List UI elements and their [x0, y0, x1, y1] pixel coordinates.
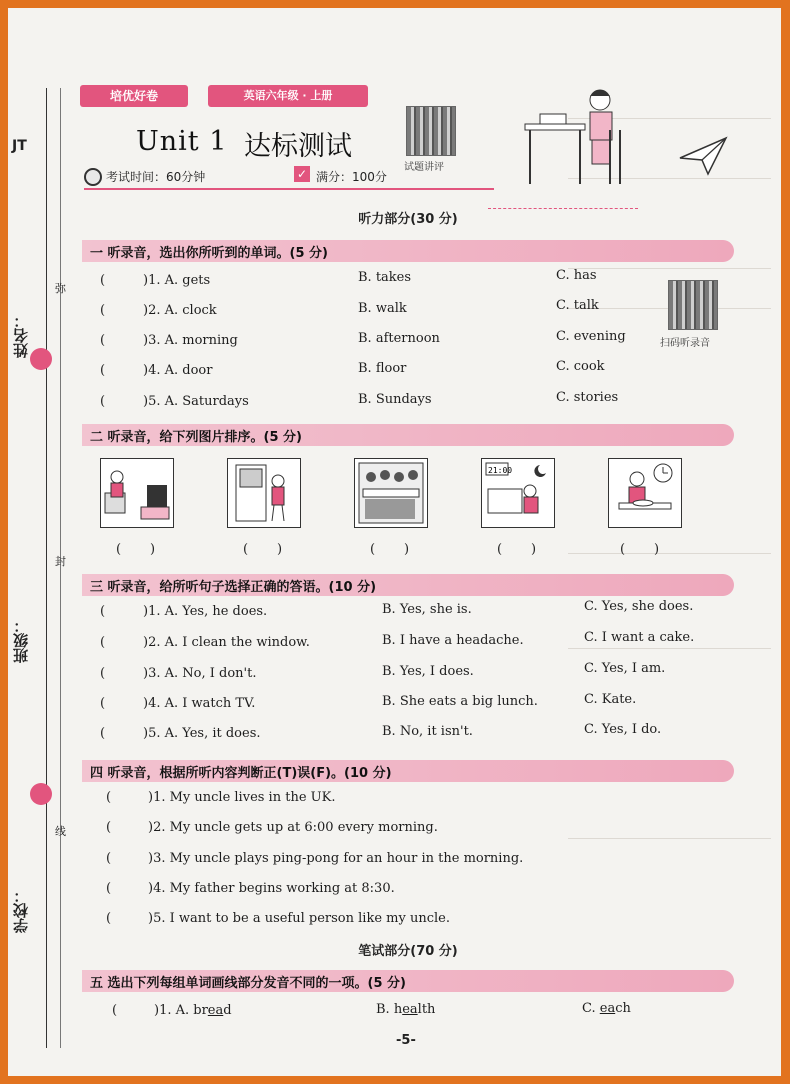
q3-2-c: C. I want a cake.: [584, 630, 695, 645]
section3-bar: [82, 574, 734, 596]
q3-5-a: )5. A. Yes, it does.: [143, 726, 261, 741]
q1-1-c: C. has: [556, 268, 597, 283]
answer-blank[interactable]: (: [100, 726, 106, 741]
q1-3-c: C. evening: [556, 329, 626, 344]
answer-blank[interactable]: (: [100, 696, 106, 711]
qr-review-label: 试题讲评: [404, 162, 444, 173]
q1-3-b: B. afternoon: [358, 331, 440, 346]
svg-text:21:00: 21:00: [488, 466, 513, 475]
q3-3-a: )3. A. No, I don't.: [143, 666, 257, 681]
q1-1-b: B. takes: [358, 270, 412, 285]
worksheet-page: [8, 8, 781, 1076]
answer-blank[interactable]: (: [100, 604, 106, 619]
kid-reading-illustration: [520, 84, 630, 194]
q1-3-a: )3. A. morning: [143, 333, 238, 348]
q5-1-b: B. health: [376, 1002, 436, 1017]
seal-mark-feng: 封: [55, 555, 66, 568]
q3-2-b: B. I have a headache.: [382, 633, 524, 648]
dotted-decoration: [488, 208, 638, 209]
q3-1-b: B. Yes, she is.: [382, 602, 472, 617]
grade-tag: 英语六年级 · 上册: [208, 85, 368, 107]
picture-boy-cleaning-window: [227, 458, 301, 528]
answer-blank[interactable]: (: [100, 333, 106, 348]
class-label: 班级：: [12, 618, 30, 663]
listening-part-title: 听力部分(30 分): [358, 212, 458, 227]
full-score: 满分：100分: [316, 170, 387, 184]
exam-time: 考试时间：60分钟: [106, 170, 206, 184]
clock-icon: [84, 168, 102, 186]
sidebar-jt: JT: [12, 138, 27, 154]
q1-5-c: C. stories: [556, 390, 619, 405]
q4-2: )2. My uncle gets up at 6:00 every morning.: [148, 820, 438, 835]
writing-part-title: 笔试部分(70 分): [358, 944, 458, 959]
q4-3: )3. My uncle plays ping-pong for an hour in the morning.: [148, 851, 524, 866]
answer-blank[interactable]: ( ): [497, 542, 537, 557]
section4-bar: [82, 760, 734, 782]
answer-blank[interactable]: (: [112, 1003, 118, 1018]
section3-title: 三 听录音，给所听句子选择正确的答语。(10 分): [90, 580, 377, 595]
page-number: -5-: [396, 1033, 416, 1048]
answer-blank[interactable]: ( ): [243, 542, 283, 557]
q4-1: )1. My uncle lives in the UK.: [148, 790, 336, 805]
answer-blank[interactable]: (: [100, 666, 106, 681]
q1-2-c: C. talk: [556, 298, 599, 313]
q3-5-c: C. Yes, I do.: [584, 722, 662, 737]
seal-mark-xian: 线: [55, 825, 66, 838]
answer-blank[interactable]: ( ): [116, 542, 156, 557]
series-tag: 培优好卷: [80, 85, 188, 107]
section1-bar: [82, 240, 734, 262]
q1-2-a: )2. A. clock: [143, 303, 217, 318]
q1-5-a: )5. A. Saturdays: [143, 394, 249, 409]
exam-info-underline: [84, 188, 494, 190]
picture-boys-eating-together: [354, 458, 428, 528]
qr-audio-label: 扫码听录音: [660, 338, 710, 349]
q4-4: )4. My father begins working at 8:30.: [148, 881, 395, 896]
answer-blank[interactable]: (: [100, 394, 106, 409]
q3-1-c: C. Yes, she does.: [584, 599, 694, 614]
seal-mark-mi: 弥: [55, 282, 66, 295]
qr-code-audio[interactable]: [668, 280, 718, 330]
q1-2-b: B. walk: [358, 301, 407, 316]
answer-blank[interactable]: (: [100, 635, 106, 650]
q5-1-c: C. each: [582, 1001, 631, 1016]
q1-5-b: B. Sundays: [358, 392, 432, 407]
check-icon: ✓: [294, 166, 310, 182]
q3-4-a: )4. A. I watch TV.: [143, 696, 256, 711]
q4-5: )5. I want to be a useful person like my uncle.: [148, 911, 450, 926]
q3-3-c: C. Yes, I am.: [584, 661, 666, 676]
picture-boy-eating-at-clock: [608, 458, 682, 528]
q1-1-a: )1. A. gets: [143, 273, 211, 288]
answer-blank[interactable]: (: [106, 881, 112, 896]
qr-code-review[interactable]: [406, 106, 456, 156]
section4-title: 四 听录音，根据所听内容判断正(T)误(F)。(10 分): [90, 766, 392, 781]
q1-4-c: C. cook: [556, 359, 605, 374]
answer-blank[interactable]: ( ): [620, 542, 660, 557]
section2-title: 二 听录音，给下列图片排序。(5 分): [90, 430, 302, 445]
section2-bar: [82, 424, 734, 446]
answer-blank[interactable]: (: [100, 363, 106, 378]
q3-1-a: )1. A. Yes, he does.: [143, 604, 268, 619]
q3-4-c: C. Kate.: [584, 692, 637, 707]
answer-blank[interactable]: (: [106, 820, 112, 835]
q5-1-a: )1. A. bread: [154, 1003, 232, 1018]
q1-4-a: )4. A. door: [143, 363, 213, 378]
q3-2-a: )2. A. I clean the window.: [143, 635, 310, 650]
answer-blank[interactable]: (: [106, 790, 112, 805]
q3-4-b: B. She eats a big lunch.: [382, 694, 538, 709]
sidebar-dot: [30, 348, 52, 370]
paper-plane-icon: [678, 136, 728, 176]
sidebar-dot: [30, 783, 52, 805]
section5-title: 五 选出下列每组单词画线部分发音不同的一项。(5 分): [90, 976, 406, 991]
section5-bar: [82, 970, 734, 992]
section1-title: 一 听录音，选出你所听到的单词。(5 分): [90, 246, 328, 261]
answer-blank[interactable]: (: [100, 303, 106, 318]
answer-blank[interactable]: (: [100, 273, 106, 288]
answer-blank[interactable]: ( ): [370, 542, 410, 557]
school-label: 学校：: [12, 888, 30, 933]
name-label: 姓名：: [12, 313, 30, 358]
q3-3-b: B. Yes, I does.: [382, 664, 474, 679]
unit-subtitle: 达标测试: [244, 131, 352, 162]
answer-blank[interactable]: (: [106, 851, 112, 866]
q1-4-b: B. floor: [358, 361, 407, 376]
picture-boy-watching-tv: [100, 458, 174, 528]
answer-blank[interactable]: (: [106, 911, 112, 926]
unit-title: Unit 1: [136, 126, 228, 157]
q3-5-b: B. No, it isn't.: [382, 724, 473, 739]
picture-boy-in-bed-at-night: [481, 458, 555, 528]
